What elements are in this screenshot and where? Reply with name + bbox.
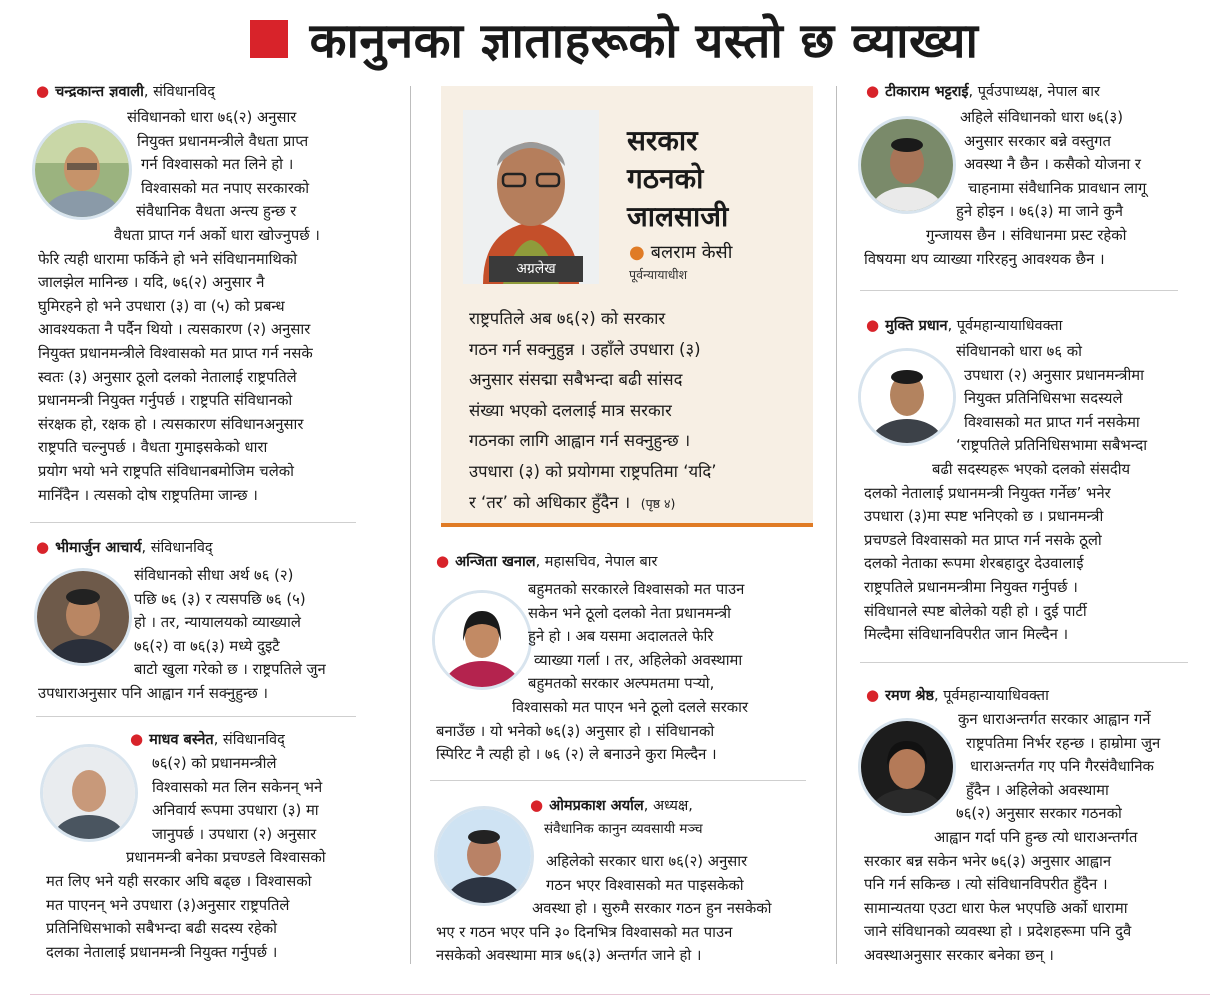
statement-text: बहुमतको सरकारले विश्वासको मत पाउन सकेन भने ठूलो दलको नेता प्रधानमन्त्री हुने हो । अब यसमा अदालतले फेरि व्याख्या गर्ला । तर, अहिलेको अवस्थामा बहुमतको सरकार अल्पमतमा पर्‍यो, विश्वासको मत पाएन भने ठूलो दलले सरकार बनाउँछ । यो भनेको ७६(३) अनुसार हो । संविधानको स्पिरिट नै त्यही हो । ७६ (२) ले बनाउने कुरा मिल्दैन ।: [436, 581, 749, 764]
person-name-line: ● अन्जिता खनाल, महासचिव, नेपाल बार: [436, 552, 658, 570]
person-name: भीमार्जुन आचार्य: [55, 540, 142, 556]
statement-text: संविधानको धारा ७६(२) अनुसार नियुक्त प्रधानमन्त्रीले वैधता प्राप्त गर्न विश्वासको मत लिने हो । विश्वासको मत नपाए सरकारको संवैधानिक वैधता अन्त्य हुन्छ र वैधता प्राप्त गर्न अर्को धारा खोज्नुपर्छ । फेरि त्यही धारामा फर्किने हो भने संविधानमाथिको जालझेल मानिन्छ । यदि, ७६(२) अनुसार नै घुमिरहने हो भने उपधारा (३) वा (५) को प्रबन्ध आवश्यकता नै पर्दैन थियो । त्यसकारण (२) अनुसार नियुक्त प्रधानमन्त्रीले विश्वासको मत प्राप्त गर्न नसके स्वतः (३) अनुसार ठूलो दलको नेतालाई राष्ट्रपतिले प्रधानमन्त्री नियुक्त गर्नुपर्छ । राष्ट्रपति संविधानको संरक्षक हो, रक्षक हो । त्यसकारण संविधानअनुसार राष्ट्रपति चल्नुपर्छ । वैधता गुमाइसकेको धारा प्रयोग भयो भने राष्ट्रपति संविधानबमोजिम चलेको मानिँदैन । त्यसको दोष राष्ट्रपतिमा जान्छ ।: [38, 109, 320, 504]
bottom-rule: [30, 994, 1210, 995]
editorial-text: राष्ट्रपतिले अब ७६(२) को सरकार गठन गर्न सक्नुहुन्न । उहाँले उपधारा (३) अनुसार संसद्मा सबैभन्दा बढी सांसद संख्या भएको दललाई मात्र सरकार गठनका लागि आह्वान गर्न सक्नुहुन्छ । उपधारा (३) को प्रयोगमा राष्ट्रपतिमा ‘यदि’ र ‘तर’ को अधिकार हुँदैन । (पृष्ठ ४): [469, 309, 717, 512]
statement-text: अहिलेको सरकार धारा ७६(२) अनुसार गठन भएर विश्वासको मत पाइसकेको अवस्था हो । सुरुमै सरकार गठन हुन नसकेको भए र गठन भएर पनि ३० दिनभित्र विश्वासको मत पाउन नसकेको अवस्थामा मात्र ७६(३) अन्तर्गत जाने हो ।: [436, 853, 772, 965]
column-divider-right: [836, 86, 837, 964]
person-title: पूर्वमहान्यायाधिवक्ता: [956, 318, 1063, 334]
person-name-line: ● भीमार्जुन आचार्य, संविधानविद्: [36, 538, 213, 556]
section-divider: [860, 662, 1188, 663]
person-title: पूर्वमहान्यायाधिवक्ता: [943, 688, 1049, 704]
person-title: महासचिव, नेपाल बार: [544, 554, 658, 570]
section-divider: [30, 522, 356, 523]
statement-text: कुन धाराअन्तर्गत सरकार आह्वान गर्ने राष्ट्रपतिमा निर्भर रहन्छ । हाम्रोमा जुन धाराअन्तर्गत गए पनि गैरसंवैधानिक हुँदैन । अहिलेको अवस्थामा ७६(२) अनुसार सरकार गठनको आह्वान गर्दा पनि हुन्छ त्यो धाराअन्तर्गत सरकार बन्न सकेन भनेर ७६(३) अनुसार आह्वान पनि गर्न सकिन्छ । त्यो संविधानविपरीत हुँदैन । सामान्यतया एउटा धारा फेल भएपछि अर्को धारामा जाने संविधानको व्यवस्था हो । प्रदेशहरूमा पनि दुवै अवस्थाअनुसार सरकार बनेका छन् ।: [864, 711, 1161, 964]
person-name: अन्जिता खनाल: [455, 554, 536, 570]
person-title: संविधानविद्: [222, 732, 285, 748]
person-title: पूर्वउपाध्यक्ष, नेपाल बार: [977, 84, 1100, 100]
person-name-line: ● माधव बस्नेत, संविधानविद्: [130, 730, 285, 748]
person-title: संविधानविद्: [150, 540, 213, 556]
page-reference: (पृष्ठ ४): [640, 495, 676, 511]
editorial-author-role: पूर्वन्यायाधीश: [629, 267, 688, 282]
statement-text: संविधानको सीधा अर्थ ७६ (२) पछि ७६ (३) र त्यसपछि ७६ (५) हो । तर, न्यायालयको व्याख्याले ७६(२) वा ७६(३) मध्ये दुइटै बाटो खुला गरेको छ । राष्ट्रपतिले जुन उपधाराअनुसार पनि आह्वान गर्न सक्नुहुन्छ ।: [38, 567, 326, 702]
person-name: माधव बस्नेत: [149, 732, 214, 748]
person-title: अध्यक्ष,: [652, 798, 693, 814]
page-headline: कानुनका ज्ञाताहरूको यस्तो छ व्याख्या: [309, 12, 979, 69]
person-title: संविधानविद्: [153, 84, 215, 100]
person-name-line: ● टीकाराम भट्टराई, पूर्वउपाध्यक्ष, नेपाल बार: [866, 82, 1100, 100]
person-name: ओमप्रकाश अर्याल: [549, 798, 644, 814]
person-name: मुक्ति प्रधान: [885, 318, 948, 334]
person-title-line2: संवैधानिक कानुन व्यवसायी मञ्च: [544, 821, 703, 837]
headline-bar: [0, 6, 1228, 72]
section-divider: [36, 716, 356, 717]
statement-text: संविधानको धारा ७६ को उपधारा (२) अनुसार प्रधानमन्त्रीमा नियुक्त प्रतिनिधिसभा सदस्यले विश्वासको मत प्राप्त गर्न नसकेमा ‘राष्ट्रपतिले प्रतिनिधिसभामा सबैभन्दा बढी सदस्यहरू भएको दलको संसदीय दलको नेतालाई प्रधानमन्त्री नियुक्त गर्नेछ’ भनेर उपधारा (३)मा स्पष्ट भनिएको छ । प्रधानमन्त्री प्रचण्डले विश्वासको मत प्राप्त गर्न नसके ठूलो दलको नेताका रूपमा शेरबहादुर देउवालाई राष्ट्रपतिले प्रधानमन्त्रीमा नियुक्त गर्नुपर्छ । संविधानले स्पष्ट बोलेको यही हो । दुई पार्टी मिल्दैमा संविधानविपरीत जान मिल्दैन ।: [864, 343, 1148, 644]
person-name: चन्द्रकान्त ज्ञवाली: [55, 84, 144, 100]
person-name-line: ● मुक्ति प्रधान, पूर्वमहान्यायाधिवक्ता: [866, 316, 1063, 334]
person-name: रमण श्रेष्ठ: [885, 688, 935, 704]
statement-text: अहिले संविधानको धारा ७६(३) अनुसार सरकार बन्ने वस्तुगत अवस्था नै छैन । कसैको योजना र चाहनामा संवैधानिक प्रावधान लागू हुने होइन । ७६(३) मा जाने कुनै गुन्जायस छैन । संविधानमा प्रस्ट रहेको विषयमा थप व्याख्या गरिरहनु आवश्यक छैन ।: [864, 109, 1147, 268]
statement-text: ७६(२) को प्रधानमन्त्रीले विश्वासको मत लिन सकेनन् भने अनिवार्य रूपमा उपधारा (३) मा जानुपर्छ । उपधारा (२) अनुसार प्रधानमन्त्री बनेका प्रचण्डले विश्वासको मत लिए भने यही सरकार अघि बढ्छ । विश्वासको मत पाएनन् भने उपधारा (३)अनुसार राष्ट्रपतिले प्रतिनिधिसभाको सबैभन्दा बढी सदस्य रहेको दलका नेतालाई प्रधानमन्त्री नियुक्त गर्नुपर्छ ।: [46, 755, 326, 961]
editorial-tag: अग्रलेख: [489, 256, 583, 282]
person-name: टीकाराम भट्टराई: [885, 84, 969, 100]
person-name-line: ● ओमप्रकाश अर्याल, अध्यक्ष,: [530, 796, 693, 814]
person-name-line: ● चन्द्रकान्त ज्ञवाली, संविधानविद्: [36, 82, 215, 100]
person-name-line: ● रमण श्रेष्ठ, पूर्वमहान्यायाधिवक्ता: [866, 686, 1049, 704]
section-divider: [860, 290, 1178, 291]
editorial-author: ● बलराम केसी: [629, 242, 733, 263]
section-divider: [430, 780, 806, 781]
red-square-icon: [250, 20, 288, 58]
column-divider-left: [410, 86, 411, 964]
editorial-title: सरकार गठनको जालसाजी: [627, 124, 729, 233]
